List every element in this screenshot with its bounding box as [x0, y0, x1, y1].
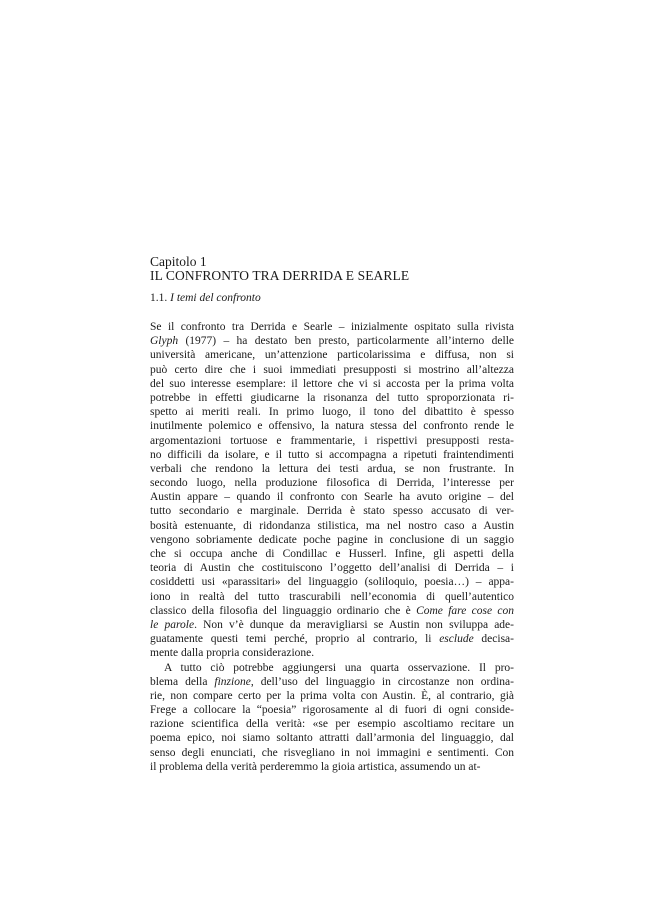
text-line: secondo luogo, nella produzione filosofica di Derrida, l’interesse per [150, 477, 514, 490]
paragraph [150, 320, 514, 661]
section-title: I temi del confronto [170, 292, 261, 304]
text-line: Se il confronto tra Derrida e Searle – inizialmente ospitato sulla rivista [150, 321, 514, 333]
text-line: le parole. Non v’è dunque da meravigliarsi se Austin non sviluppa ade- [150, 618, 514, 631]
text-line: razione scientifica della verità: «se per esempio ascoltiamo recitare un [150, 718, 514, 731]
paragraph [150, 661, 514, 775]
italic-phrase: Glyph [150, 335, 179, 348]
italic-phrase: esclude [439, 633, 474, 646]
text-line: spetto ai meriti reali. In primo luogo, il tono del dibattito è spesso [150, 406, 514, 419]
text-line: tutto secondario e marginale. Derrida è stato spesso accusato di ver- [150, 505, 514, 518]
text-line: classico della filosofia del linguaggio ordinario che è Come fare cose con [150, 604, 514, 617]
text-line: cosiddetti usi «parassitari» del linguaggio (soliloquio, poesia…) – appa- [150, 576, 514, 589]
text-line: Frege a collocare la “poesia” rigorosamente al di fuori di ogni conside- [150, 704, 514, 717]
section-heading [150, 291, 261, 305]
text-line: il problema della verità perderemmo la gioia artistica, assumendo un at- [150, 760, 481, 773]
body-text [150, 320, 514, 774]
text-line: senso degli enunciati, che risvegliano in noi immagini e sentimenti. Con [150, 746, 514, 759]
text-line: argomentazioni tortuose e frammentarie, i rispettivi presupposti resta- [150, 434, 514, 447]
text-line: vengono sobriamente dedicate poche pagine in conclusione di un saggio [150, 533, 514, 546]
text-line: del suo interesse esemplare: il lettore che vi si accosta per la prima volta [150, 377, 514, 390]
text-line: può certo dire che i suoi immediati presupposti si mostrino all’altezza [150, 363, 514, 376]
text-line: inutilmente polemico e offensivo, la natura stessa del confronto rende le [150, 420, 514, 433]
text-line: Austin appare – quando il confronto con Searle ha avuto origine – del [150, 491, 514, 504]
text-line: verbali che rendono la lettura dei testi ardua, se non frustrante. In [150, 462, 514, 475]
chapter-title: IL CONFRONTO TRA DERRIDA E SEARLE [150, 268, 410, 283]
text-line: A tutto ciò potrebbe aggiungersi una quarta osservazione. Il pro- [164, 661, 514, 674]
text-line: blema della finzione, dell’uso del linguaggio in circostanze non ordina- [150, 675, 514, 688]
chapter-label: Capitolo 1 [150, 254, 207, 269]
text-line: che si occupa anche di Condillac e Husserl. Infine, gli aspetti della [150, 548, 514, 560]
text-line: teoria di Austin che costituiscono l’oggetto dell’analisi di Derrida – i [150, 562, 514, 575]
text-line: mente dalla propria considerazione. [150, 647, 315, 660]
text-line: bosità estenuante, di ridondanza stilistica, ma nel nostro caso a Austin [150, 519, 514, 532]
italic-phrase: Come fare cose con [416, 604, 514, 617]
text-line: Glyph (1977) – ha destato ben presto, particolarmente all’interno delle [150, 335, 514, 348]
italic-phrase: finzione [214, 675, 251, 688]
text-line: università americane, un’attenzione particolarissima e diffusa, non si [150, 349, 514, 362]
text-line: no difficili da isolare, e il tutto si accompagna a ripetuti fraintendimenti [150, 448, 514, 461]
text-line: iono in realtà del tutto trascurabili nell’economia di quell’autentico [150, 590, 514, 603]
text-line: potrebbe in effetti giudicarne la risonanza del tutto sproporzionata ri- [150, 391, 514, 404]
text-line: rie, non compare certo per la prima volta con Austin. È, al contrario, già [150, 689, 514, 702]
text-line: poema epico, noi siamo soltanto attratti dall’armonia del linguaggio, dal [150, 732, 514, 745]
text-line: guatamente questi temi perché, proprio al contrario, li esclude decisa- [150, 633, 514, 646]
italic-phrase: le parole [150, 618, 195, 631]
section-number: 1.1. [150, 292, 168, 304]
